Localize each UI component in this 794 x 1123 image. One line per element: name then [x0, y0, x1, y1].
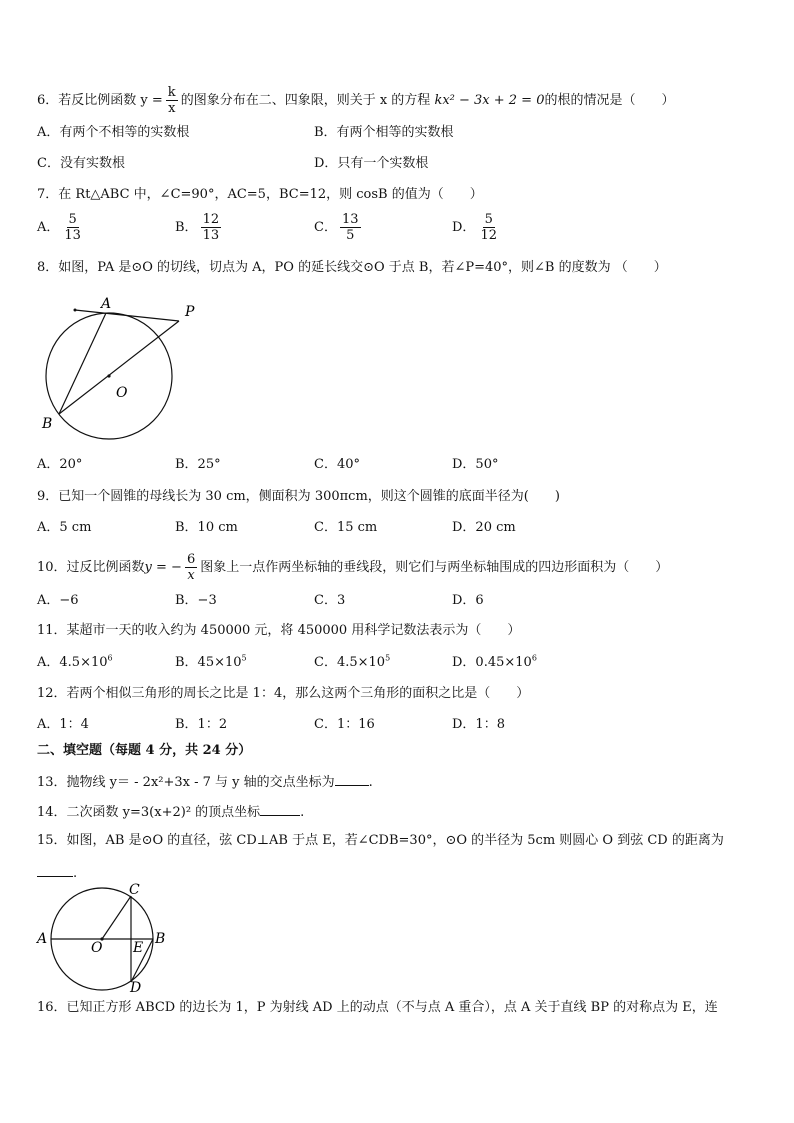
question-11: 11．某超市一天的收入约为 450000 元，将 450000 用科学记数法表示为（ ） [37, 623, 521, 638]
option-d: D．50° [452, 457, 499, 472]
fraction: $\frac{5}{12}$ [480, 212, 497, 243]
point-dot [74, 309, 77, 312]
label-o: O [116, 385, 128, 401]
label-a: A [37, 931, 48, 947]
option-a: A．有两个不相等的实数根 [37, 125, 190, 140]
label-c: C [129, 882, 140, 898]
option-b: B．25° [175, 457, 221, 472]
answer-blank[interactable] [335, 771, 369, 786]
option-d: D．20 cm [452, 520, 516, 535]
option-a: A． $\frac{5}{13}$ [37, 212, 81, 243]
q8-circle-figure [30, 290, 220, 440]
option-d: D．$0.45\times 10^6$ [452, 653, 537, 670]
option-a: A．−6 [37, 593, 79, 608]
option-b: B．$45\times 10^5$ [175, 653, 247, 670]
label-b: B [155, 931, 166, 947]
q15-circle-figure [30, 882, 180, 992]
label-b: B [42, 416, 53, 432]
label-o: O [91, 940, 103, 956]
option-d: D． $\frac{5}{12}$ [452, 212, 497, 243]
answer-blank[interactable] [37, 862, 73, 877]
question-12: 12．若两个相似三角形的周长之比是 1：4，那么这两个三角形的面积之比是（ ） [37, 686, 530, 701]
option-a: A．$4.5\times 10^6$ [37, 653, 113, 670]
label-p: P [185, 304, 195, 320]
fraction: $\frac{5}{13}$ [64, 212, 81, 243]
question-15-blank-line: . [37, 862, 77, 883]
label-e: E [133, 940, 144, 956]
question-8: 8．如图，PA 是⊙O 的切线，切点为 A，PO 的延长线交⊙O 于点 B，若∠P=40°，则∠B 的度数为 （ ） [37, 260, 667, 275]
question-13: 13．抛物线 y＝ - 2x²+3x - 7 与 y 轴的交点坐标为 . [37, 771, 373, 792]
question-6: 6．若反比例函数 y = $\frac{k}{x}$ 的图象分布在二、四象限，则关于 x 的方程 kx² − 3x + 2 = 0的根的情况是（ ） [37, 85, 675, 116]
option-a: A．20° [37, 457, 83, 472]
chord-ab [59, 313, 106, 414]
question-10: 10．过反比例函数y = − $\frac{6}{x}$ 图象上一点作两坐标轴的垂线段，则它们与两坐标轴围成的四边形面积为（ ） [37, 552, 669, 583]
option-b: B．10 cm [175, 520, 238, 535]
question-16: 16．已知正方形 ABCD 的边长为 1，P 为射线 AD 上的动点（不与点 A 重合），点 A 关于直线 BP 的对称点为 E，连 [37, 1000, 718, 1015]
option-c: C．没有实数根 [37, 156, 125, 171]
option-d: D．1：8 [452, 717, 505, 732]
option-c: C．1：16 [314, 717, 375, 732]
fraction: $\frac{k}{x}$ [167, 85, 176, 116]
option-b: B． $\frac{12}{13}$ [175, 212, 220, 243]
fraction: $\frac{13}{5}$ [341, 212, 359, 243]
option-c: C． $\frac{13}{5}$ [314, 212, 359, 243]
question-7: 7．在 Rt△ABC 中，∠C=90°，AC=5，BC=12，则 cosB 的值为（ ） [37, 187, 483, 202]
question-15: 15．如图，AB 是⊙O 的直径，弦 CD⊥AB 于点 E，若∠CDB=30°，⊙O 的半径为 5cm 则圆心 O 到弦 CD 的距离为 [37, 833, 724, 848]
option-c: C．3 [314, 593, 346, 608]
label-a: A [101, 296, 112, 312]
option-d: D．只有一个实数根 [314, 156, 429, 171]
fraction: $\frac{6}{x}$ [186, 552, 196, 583]
fraction: $\frac{12}{13}$ [202, 212, 220, 243]
answer-blank[interactable] [260, 801, 300, 816]
section-heading: 二、填空题（每题 4 分，共 24 分） [37, 743, 252, 758]
option-b: B．1：2 [175, 717, 228, 732]
option-d: D．6 [452, 593, 484, 608]
center-point [107, 374, 110, 377]
question-14: 14．二次函数 y=3(x+2)² 的顶点坐标 . [37, 801, 304, 822]
option-c: C．$4.5\times 10^5$ [314, 653, 391, 670]
option-b: B．−3 [175, 593, 217, 608]
option-b: B．有两个相等的实数根 [314, 125, 454, 140]
label-d: D [130, 980, 142, 992]
option-c: C．40° [314, 457, 360, 472]
question-9: 9．已知一个圆锥的母线长为 30 cm，侧面积为 300πcm，则这个圆锥的底面半径为( ) [37, 489, 560, 504]
option-a: A．1：4 [37, 717, 89, 732]
segment-oc [102, 896, 131, 939]
option-c: C．15 cm [314, 520, 378, 535]
option-a: A．5 cm [37, 520, 92, 535]
